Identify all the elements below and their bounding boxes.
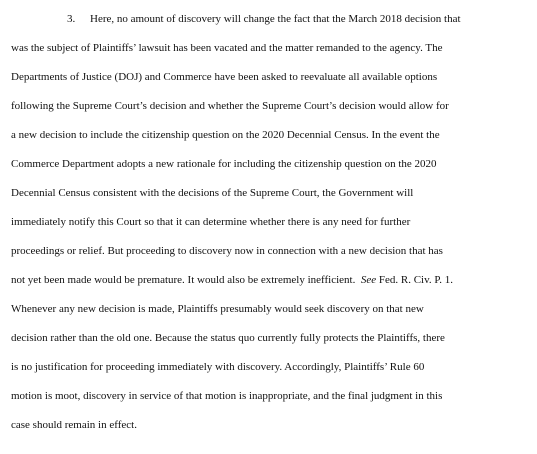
citation-signal: See — [360, 274, 377, 286]
paragraph-line: was the subject of Plaintiffs’ lawsuit has been vacated and the matter remanded to the agency. The — [11, 42, 443, 54]
paragraph-line: Decennial Census consistent with the decisions of the Supreme Court, the Government will — [11, 187, 414, 199]
paragraph-line: immediately notify this Court so that it can determine whether there is any need for further — [11, 216, 411, 228]
paragraph-line: Departments of Justice (DOJ) and Commerce have been asked to reevaluate all available options — [11, 71, 438, 83]
paragraph-line: is no justification for proceeding immediately with discovery. Accordingly, Plaintiffs’ Rule 60 — [11, 361, 425, 373]
citation-text: Fed. R. Civ. P. 1. — [378, 274, 454, 286]
paragraph-number: 3. — [67, 13, 76, 25]
paragraph-line: proceedings or relief. But proceeding to discovery now in connection with a new decision that has — [11, 245, 443, 257]
paragraph-line: motion is moot, discovery in service of that motion is inappropriate, and the final judgment in this — [11, 390, 443, 402]
paragraph-line: Commerce Department adopts a new rationale for including the citizenship question on the 2020 — [11, 158, 437, 170]
paragraph-text: not yet been made would be premature. It would also be extremely inefficient. — [11, 274, 356, 286]
paragraph-line: following the Supreme Court’s decision and whether the Supreme Court’s decision would allow for — [11, 100, 449, 112]
paragraph-line-with-citation — [11, 273, 453, 287]
paragraph-line: decision rather than the old one. Because the status quo currently fully protects the Plaintiffs, there — [11, 332, 445, 344]
paragraph-line: a new decision to include the citizenship question on the 2020 Decennial Census. In the event the — [11, 129, 440, 141]
paragraph-line: Whenever any new decision is made, Plaintiffs presumably would seek discovery on that new — [11, 303, 424, 315]
paragraph-line: case should remain in effect. — [11, 419, 137, 431]
paragraph-line: Here, no amount of discovery will change the fact that the March 2018 decision that — [90, 13, 461, 25]
